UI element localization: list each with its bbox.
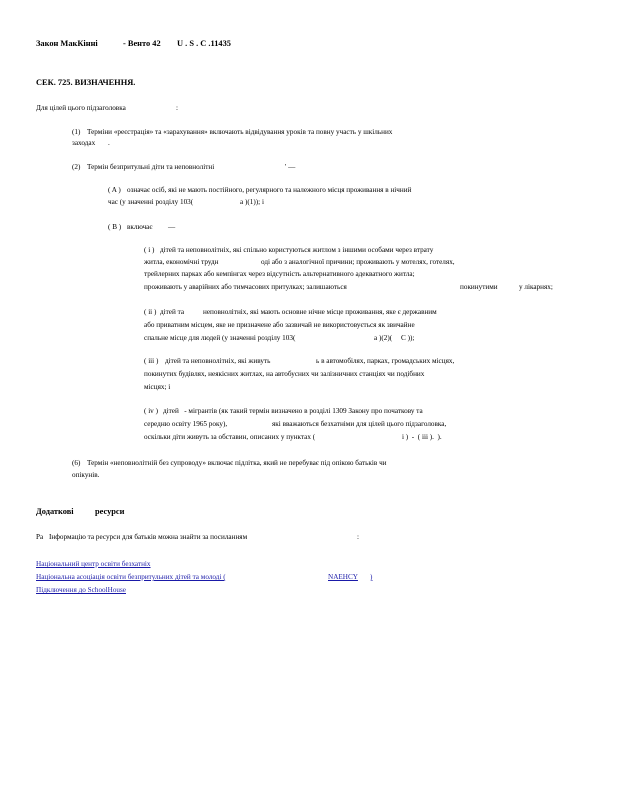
- piv-line3a: оскільки діти живуть за обставин, описаних у пунктах (: [144, 433, 316, 441]
- pi-line1: дітей та неповнолітніх, які спільно користуються житлом з іншими особами через втрату: [160, 246, 434, 254]
- pii-line3a: спальне місце для людей (у значенні розділу 103(: [144, 334, 296, 342]
- piii-line1b: ь в автомобілях, парках, громадських місцях,: [316, 357, 455, 365]
- piii-line2: покинутих будівлях, неякісних житлах, на автобусних чи залізничних станціях чи подібних: [144, 370, 425, 378]
- pi-line4: проживають у аварійних або тимчасових притулках; залишаються: [144, 283, 347, 291]
- resources-prefix: Ра: [36, 533, 44, 541]
- piv-label: ( iv ): [144, 407, 158, 415]
- pB-tail: —: [168, 223, 176, 231]
- section-title: СЕК. 725. ВИЗНАЧЕННЯ.: [36, 78, 136, 87]
- resources-title-b: ресурси: [95, 507, 125, 516]
- pi-line2a: житла, економічні трудн: [144, 258, 219, 266]
- piii-label: ( iii ): [144, 357, 159, 365]
- pA-label: ( A ): [108, 186, 121, 194]
- piv-line1: дітей - мігрантів (як такий термін визначено в розділі 1309 Закону про початкову та: [163, 407, 423, 415]
- law-vento: - Венто 42: [123, 39, 161, 48]
- resources-colon: :: [357, 533, 359, 541]
- pA-line2a: час (у значенні розділу 103(: [108, 198, 194, 206]
- p1-line1: Терміни «реєстрація» та «зарахування» включають відвідування уроків та повну участь у шкільних: [87, 128, 393, 136]
- pi-label: ( i ): [144, 246, 155, 254]
- pi-line3: трейлерних парках або кемпінгах через відсутність альтернативного адекватного житла;: [144, 270, 415, 278]
- pii-line2: або приватним місцем, яке не призначене або зазвичай не використовується як звичайне: [144, 321, 415, 329]
- resources-title-a: Додаткові: [36, 507, 74, 516]
- pB-text: включає: [127, 223, 153, 231]
- p6-line1: Термін «неповнолітній без супроводу» включає підлітка, який не перебуває під опікою батьків чи: [87, 459, 387, 467]
- pii-line1b: неповнолітніх, які мають основне нічне місце проживання, яке є державним: [203, 308, 437, 316]
- p2-number: (2): [72, 163, 81, 171]
- pii-line3c: C ));: [401, 334, 415, 342]
- piv-line3b: i ) - ( iii ). ).: [402, 433, 442, 441]
- pA-line2b: а )(1)); і: [240, 198, 264, 206]
- link-naehcy-abbrev[interactable]: NAEHCY: [328, 573, 358, 581]
- link-national-center[interactable]: Національний центр освіти безхатніх: [36, 560, 151, 568]
- resources-text: Інформацію та ресурси для батьків можна знайти за посиланням: [49, 533, 248, 541]
- pi-line2b: оді або з аналогічної причини; проживають у мотелях, готелях,: [261, 258, 455, 266]
- piv-line2b: які вважаються безхатніми для цілей цього підзаголовка,: [272, 420, 447, 428]
- p6-number: (6): [72, 459, 81, 467]
- pii-label: ( ii ): [144, 308, 157, 316]
- pi-line4b: покинутими: [460, 283, 498, 291]
- p6-line2: опікунів.: [72, 471, 100, 479]
- p2-tail: ' —: [285, 163, 296, 171]
- link-naehcy-close[interactable]: ): [370, 573, 373, 581]
- intro-text: Для цілей цього підзаголовка: [36, 104, 126, 112]
- link-schoolhouse-connection[interactable]: Підключення до SchoolHouse: [36, 586, 126, 594]
- law-usc: U . S . C .11435: [177, 39, 231, 48]
- pA-line1: означає осіб, які не мають постійного, регулярного та належного місця проживання в нічний: [127, 186, 412, 194]
- intro-colon: :: [176, 104, 178, 112]
- pi-line4c: у лікарнях;: [519, 283, 553, 291]
- pii-line3b: а )(2)(: [374, 334, 393, 342]
- law-title: Закон МакКінні: [36, 39, 98, 48]
- pii-line1a: дітей та: [160, 308, 185, 316]
- piii-line1a: дітей та неповнолітніх, які живуть: [165, 357, 271, 365]
- p2-text: Термін безпритульні діти та неповнолітні: [87, 163, 215, 171]
- p1-number: (1): [72, 128, 81, 136]
- p1-line2-tail: .: [108, 139, 110, 147]
- link-naehcy-association[interactable]: Національна асоціація освіти безпритульних дітей та молоді (: [36, 573, 226, 581]
- p1-line2: заходах: [72, 139, 96, 147]
- piv-line2a: середню освіту 1965 року),: [144, 420, 228, 428]
- pB-label: ( B ): [108, 223, 122, 231]
- piii-line3: місцях; і: [144, 383, 171, 391]
